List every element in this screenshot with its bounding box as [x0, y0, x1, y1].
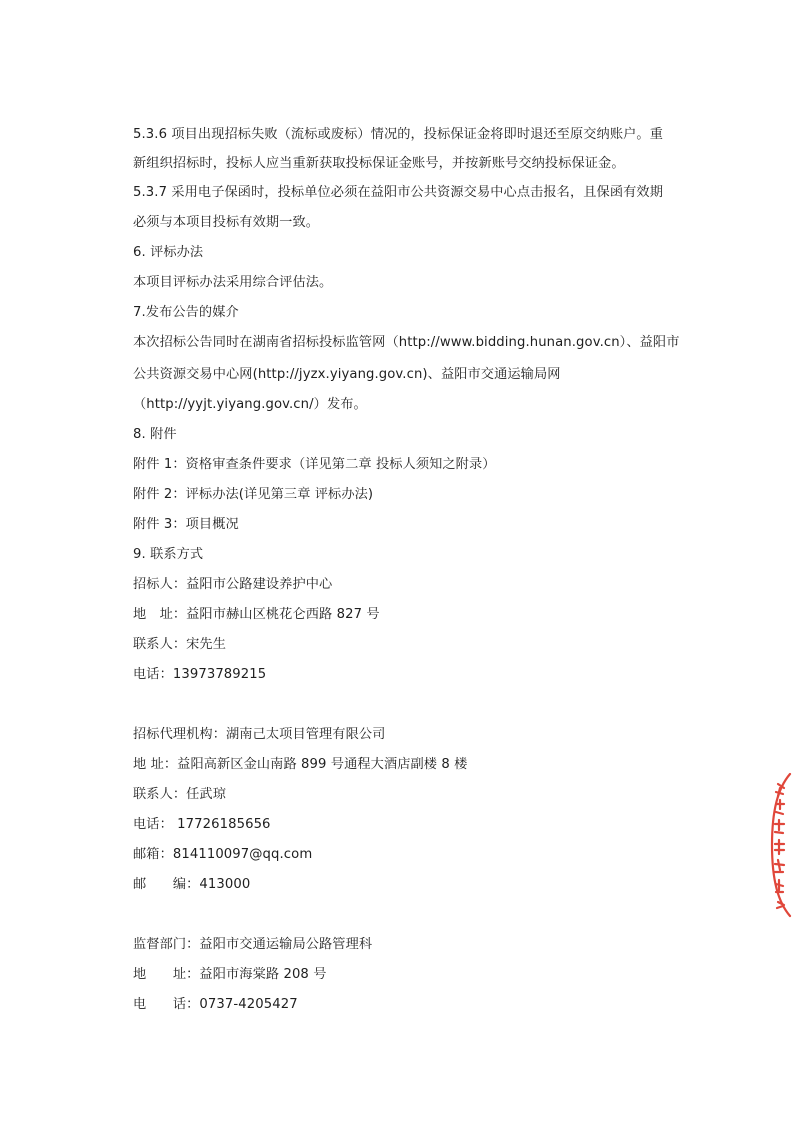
text-line: 本次招标公告同时在湖南省招标投标监管网（http://www.bidding.hunan.gov.cn）、益阳市	[133, 335, 680, 350]
text-line: 本项目评标办法采用综合评估法。	[133, 275, 333, 290]
section-heading: 8. 附件	[133, 427, 177, 442]
text-line: 电 话：0737-4205427	[133, 997, 298, 1012]
text-line: 5.3.7 采用电子保函时，投标单位必须在益阳市公共资源交易中心点击报名，且保函有效期	[133, 185, 663, 200]
text-line: 联系人：任武琼	[133, 787, 227, 802]
text-line: 邮箱：814110097@qq.com	[133, 847, 313, 862]
text-line: 招标人：益阳市公路建设养护中心	[133, 577, 333, 592]
red-seal-stamp	[764, 770, 792, 920]
text-line: 附件 3：项目概况	[133, 517, 239, 532]
text-line: 公共资源交易中心网(http://jyzx.yiyang.gov.cn)、益阳市交通运输局网	[133, 367, 561, 382]
text-line: 5.3.6 项目出现招标失败（流标或废标）情况的，投标保证金将即时退还至原交纳账户。重	[133, 127, 663, 142]
text-line: 地 址：益阳市海棠路 208 号	[133, 967, 327, 982]
text-line: 地 址：益阳高新区金山南路 899 号通程大酒店副楼 8 楼	[133, 757, 468, 772]
section-heading: 7.发布公告的媒介	[133, 305, 239, 320]
text-line: 新组织招标时，投标人应当重新获取投标保证金账号，并按新账号交纳投标保证金。	[133, 156, 625, 171]
text-line: 附件 1：资格审查条件要求（详见第二章 投标人须知之附录）	[133, 457, 496, 472]
text-line: 招标代理机构：湖南己太项目管理有限公司	[133, 727, 386, 742]
text-line: 电话：13973789215	[133, 667, 267, 682]
section-heading: 9. 联系方式	[133, 547, 204, 562]
text-line: 邮 编：413000	[133, 877, 251, 892]
section-heading: 6. 评标办法	[133, 245, 204, 260]
text-line: 必须与本项目投标有效期一致。	[133, 215, 320, 230]
text-line: 附件 2：评标办法(详见第三章 评标办法)	[133, 487, 374, 502]
text-line: （http://yyjt.yiyang.gov.cn/）发布。	[133, 397, 367, 412]
text-line: 监督部门：益阳市交通运输局公路管理科	[133, 937, 373, 952]
text-line: 联系人：宋先生	[133, 637, 227, 652]
text-line: 电话： 17726185656	[133, 817, 271, 832]
text-line: 地 址：益阳市赫山区桃花仑西路 827 号	[133, 607, 380, 622]
